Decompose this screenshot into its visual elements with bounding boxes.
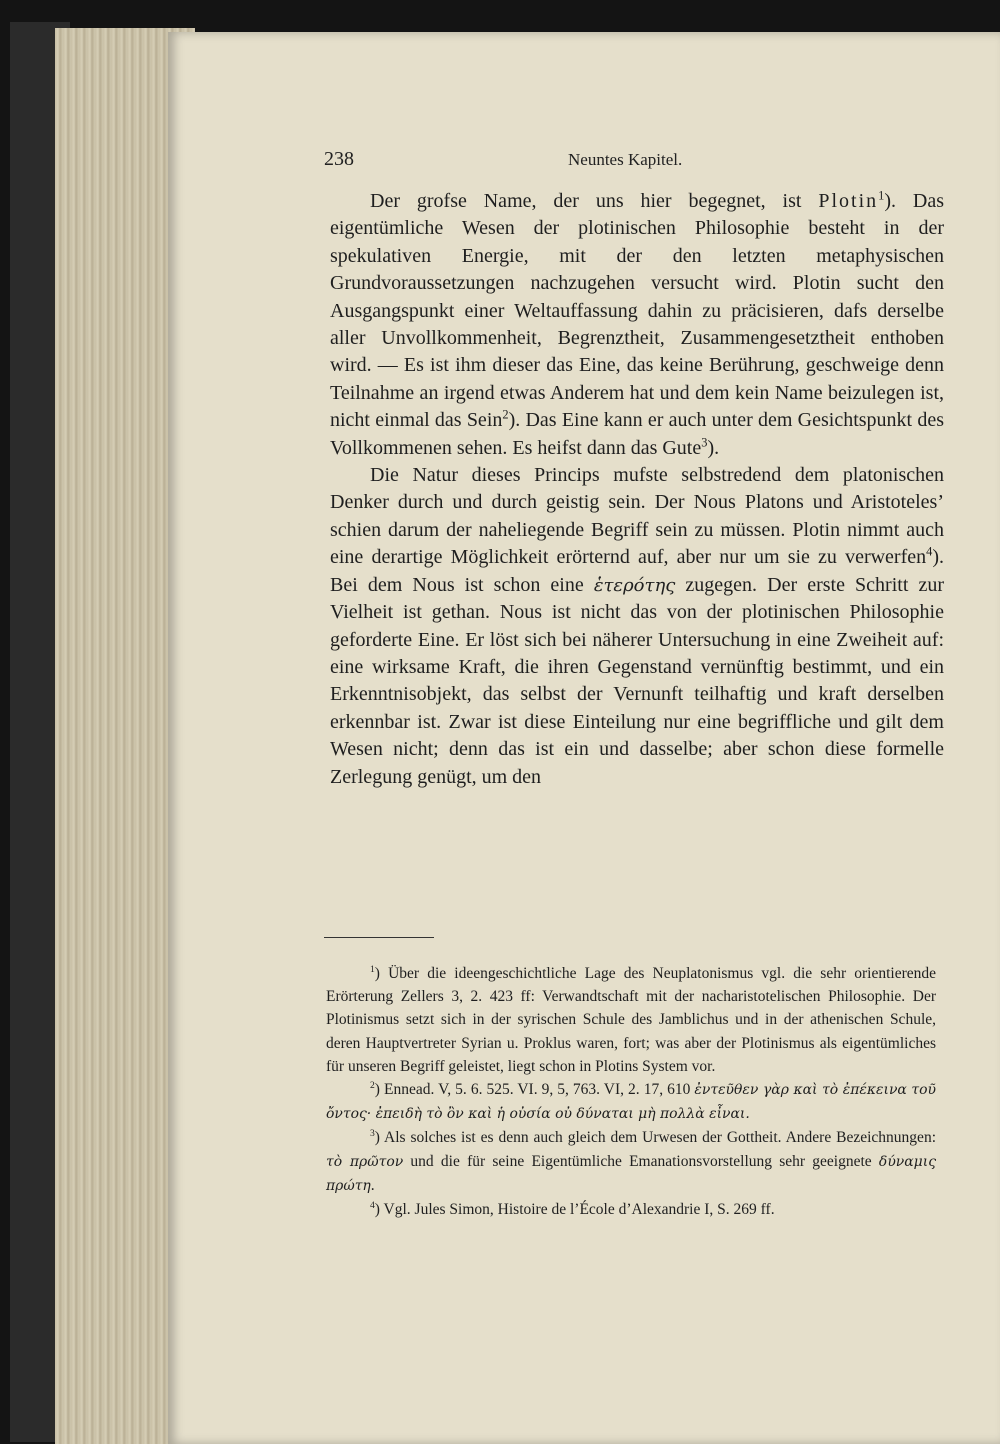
page-number: 238 <box>324 148 354 170</box>
footnote-text: ) Ennead. V, 5. 6. 525. VI. 9, 5, 763. VI, 2. 17, 610 <box>374 1081 695 1099</box>
paragraph <box>330 188 944 462</box>
footnote-divider <box>324 937 434 938</box>
greek-quote: ἐντεῦθεν γὰρ καὶ τὸ ἐπέκεινα τοῦ ὄντος· ἐπειδὴ τὸ ὂν καὶ ἡ οὐσία οὐ δύναται μὴ πολλὰ εἶναι. <box>326 1082 936 1123</box>
footnote-ref: 3 <box>701 435 708 449</box>
page-header <box>324 148 944 172</box>
footnote-ref: 4 <box>926 544 933 559</box>
text-run: Der grofse Name, der uns hier begegnet, ist <box>370 190 819 212</box>
footnote-ref: 1 <box>878 188 885 203</box>
text-run: ). <box>707 436 720 459</box>
greek-term: δύναμις πρώτη <box>326 1153 936 1194</box>
footnote <box>326 1078 936 1126</box>
greek-term: ἑτερότης <box>593 574 676 596</box>
footnote-mark: 2 <box>370 1079 375 1091</box>
text-run: ). Das Eine kann er auch unter dem Gesichtspunkt des Vollkommenen sehen. Es heifst dann das Gute <box>330 409 944 459</box>
footnote-text: ) Vgl. Jules Simon, Histoire de l’École d’Alexandrie I, S. 269 ff. <box>374 1201 775 1219</box>
text-run: Die Natur dieses Princips mufste selbstredend dem platonischen Denker durch und durch geistig sein. Der Nous Platons und Aristoteles’ schien darum der naheliegende Begriff sein zu müssen. Plotin nimmt auch eine derartige Möglichkeit erörternd auf, aber nur um sie zu verwerfen <box>330 464 944 569</box>
running-head: Neuntes Kapitel. <box>568 150 683 169</box>
footnote-text: und die für seine Eigentümliche Emanationsvorstellung sehr geeignete <box>403 1152 879 1170</box>
main-text <box>330 188 944 791</box>
greek-term: τὸ πρῶτον <box>326 1153 404 1170</box>
footnote-mark: 1 <box>370 963 375 975</box>
spaced-name: Plotin <box>818 190 879 212</box>
footnote-mark: 3 <box>370 1128 375 1140</box>
footnotes <box>326 962 936 1221</box>
text-run: ). Bei dem Nous ist schon eine <box>330 546 944 596</box>
footnote-ref: 2 <box>502 407 509 422</box>
footnote-text: ) Über die ideengeschichtliche Lage des Neuplatonismus vgl. die sehr orientierende Erörterung Zellers 3, 2. 423 ff: Verwandtschaft mit der nacharistotelischen Philosophie. Der Plotinismus setzt sich in der syrischen Schule des Jamblichus und in der athenischen Schule, deren Hauptvertreter Syrian u. Proklus waren, fort; was aber der Plotinismus als eigentümliches für unseren Begriff geleistet, liegt schon in Plotins System vor. <box>326 965 936 1075</box>
text-run: ). Das eigentümliche Wesen der plotinischen Philosophie besteht in der spekulativen Energie, mit der den letzten metaphysischen Grundvoraussetzungen nachzugehen versucht wird. Plotin sucht den Ausgangspunkt einer Weltauffassung dahin zu präcisieren, dafs derselbe aller Unvollkommenheit, Begrenztheit, Zusammengesetztheit enthoben wird. — Es ist ihm dieser das Eine, das keine Berührung, geschweige denn Teilnahme an irgend etwas Anderem hat und dem kein Name beizulegen ist, nicht einmal das Sein <box>330 190 944 432</box>
text-run: zugegen. Der erste Schritt zur Vielheit ist gethan. Nous ist nicht das von der plotinischen Philosophie geforderte Eine. Er löst sich bei näherer Untersuchung in eine Zweiheit auf: eine wirksame Kraft, die ihren Gegenstand vernünftig bestimmt, und ein Erkenntnisobjekt, das selbst der Vernunft teilhaftig und kraft derselben erkennbar ist. Zwar ist diese Einteilung nur eine begriffliche und gilt dem Wesen nicht; denn das ist ein und dasselbe; aber schon diese formelle Zerlegung genügt, um den <box>330 573 944 788</box>
footnote <box>326 1126 936 1198</box>
footnote-mark: 4 <box>370 1199 375 1211</box>
footnote-text: . <box>370 1176 375 1194</box>
footnote <box>326 1198 936 1221</box>
footnote <box>326 962 936 1078</box>
footnote-text: ) Als solches ist es denn auch gleich dem Urwesen der Gottheit. Andere Bezeichnungen: <box>374 1129 936 1147</box>
paragraph <box>330 462 944 791</box>
